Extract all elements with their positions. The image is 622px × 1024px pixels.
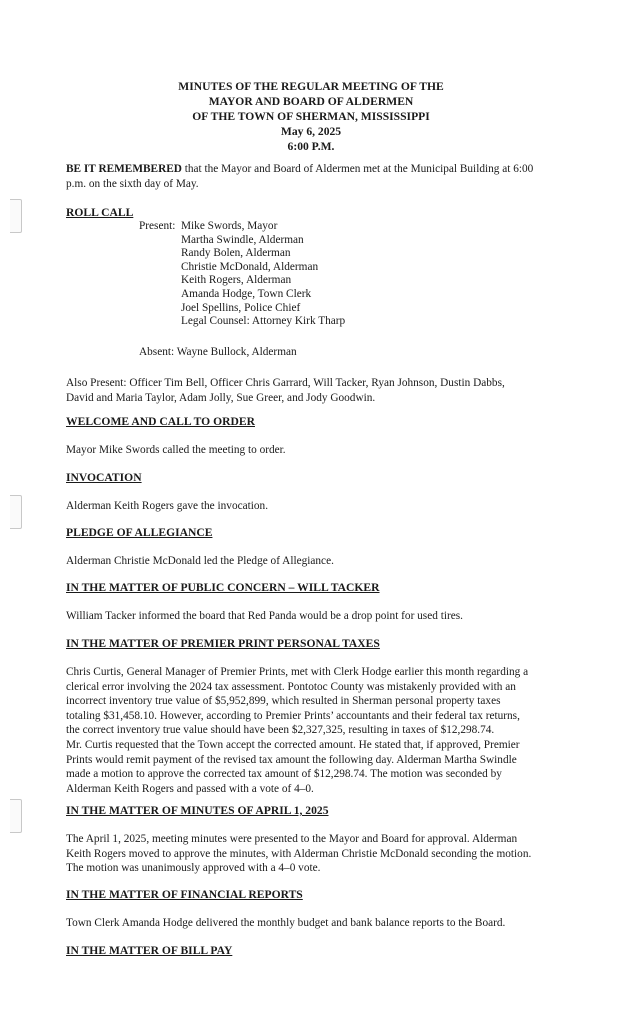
also-present-line: David and Maria Taylor, Adam Jolly, Sue Greer, and Jody Goodwin. xyxy=(66,391,376,404)
attendee: Martha Swindle, Alderman xyxy=(181,233,304,246)
binder-tab-marker xyxy=(10,495,22,529)
paragraph-line: made a motion to approve the corrected tax amount of $12,298.74. The motion was seconded by xyxy=(66,768,502,781)
paragraph-line: totaling $31,458.10. However, according to Premier Prints’ accountants and their federal tax returns, xyxy=(66,709,520,722)
invocation-text: Alderman Keith Rogers gave the invocation. xyxy=(66,500,269,512)
attendee: Keith Rogers, Alderman xyxy=(181,274,292,287)
roll-call-heading: ROLL CALL xyxy=(66,206,134,219)
paragraph-line: Alderman Keith Rogers and passed with a vote of 4–0. xyxy=(66,782,314,795)
paragraph-line: clerical error involving the 2024 tax assessment. Pontotoc County was mistakenly provided with an xyxy=(66,680,516,693)
bill-pay-heading: IN THE MATTER OF BILL PAY xyxy=(66,944,233,957)
intro-lead: BE IT REMEMBERED xyxy=(66,163,182,175)
paragraph-line: the correct inventory true value should have been $2,327,325, resulting in taxes of $12,298.74. xyxy=(66,724,495,737)
premier-print-paragraph xyxy=(66,665,578,796)
welcome-text: Mayor Mike Swords called the meeting to order. xyxy=(66,444,286,456)
attendee: Amanda Hodge, Town Clerk xyxy=(181,287,312,300)
premier-print-heading: IN THE MATTER OF PREMIER PRINT PERSONAL TAXES xyxy=(66,637,380,650)
meeting-date: May 6, 2025 xyxy=(280,125,342,138)
title-line: MAYOR AND BOARD OF ALDERMEN xyxy=(208,95,414,108)
paragraph-line: Mr. Curtis requested that the Town accept the corrected amount. He stated that, if approved, Premier xyxy=(66,738,520,751)
intro-text: p.m. on the sixth day of May. xyxy=(66,177,199,190)
paragraph-line: Chris Curtis, General Manager of Premier Prints, met with Clerk Hodge earlier this month regarding a xyxy=(66,666,529,678)
also-present-line: Also Present: Officer Tim Bell, Officer Chris Garrard, Will Tacker, Ryan Johnson, Dustin Dabbs, xyxy=(66,377,505,389)
present-label: Present: xyxy=(139,220,176,232)
paragraph-line: incorrect inventory true value of $5,952,899, which resulted in Sherman personal property taxes xyxy=(66,695,501,708)
pledge-text: Alderman Christie McDonald led the Pledge of Allegiance. xyxy=(66,555,334,567)
document-title xyxy=(0,79,622,154)
paragraph-line: Prints would remit payment of the revised tax amount the following day. Alderman Martha Swindle xyxy=(66,753,517,766)
pledge-heading: PLEDGE OF ALLEGIANCE xyxy=(66,526,213,539)
title-line: MINUTES OF THE REGULAR MEETING OF THE xyxy=(178,80,444,93)
binder-tab-marker xyxy=(10,799,22,833)
also-present-paragraph xyxy=(66,376,578,405)
financial-heading: IN THE MATTER OF FINANCIAL REPORTS xyxy=(66,888,303,901)
binder-tab-marker xyxy=(10,199,22,233)
intro-paragraph xyxy=(66,162,578,191)
financial-text: Town Clerk Amanda Hodge delivered the monthly budget and bank balance reports to the Board. xyxy=(66,917,506,929)
present-list xyxy=(181,220,345,329)
public-concern-heading: IN THE MATTER OF PUBLIC CONCERN – WILL TACKER xyxy=(66,581,380,594)
attendee: Mike Swords, Mayor xyxy=(181,220,278,232)
absent-line: Absent: Wayne Bullock, Alderman xyxy=(139,346,297,358)
intro-text: that the Mayor and Board of Aldermen met at the Municipal Building at 6:00 xyxy=(181,163,534,175)
attendee: Christie McDonald, Alderman xyxy=(181,260,319,273)
attendee: Legal Counsel: Attorney Kirk Tharp xyxy=(181,315,346,328)
title-line: OF THE TOWN OF SHERMAN, MISSISSIPPI xyxy=(192,110,430,123)
invocation-heading: INVOCATION xyxy=(66,471,142,484)
meeting-time: 6:00 P.M. xyxy=(287,140,335,153)
paragraph-line: Keith Rogers moved to approve the minutes, with Alderman Christie McDonald seconding the motion. xyxy=(66,847,532,860)
minutes-paragraph xyxy=(66,832,578,876)
attendee: Joel Spellins, Police Chief xyxy=(181,301,301,314)
attendee: Randy Bolen, Alderman xyxy=(181,247,291,260)
minutes-heading: IN THE MATTER OF MINUTES OF APRIL 1, 2025 xyxy=(66,804,329,817)
paragraph-line: The April 1, 2025, meeting minutes were presented to the Mayor and Board for approval. Alderman xyxy=(66,833,518,845)
paragraph-line: The motion was unanimously approved with a 4–0 vote. xyxy=(66,862,321,875)
public-concern-text: William Tacker informed the board that Red Panda would be a drop point for used tires. xyxy=(66,610,463,622)
welcome-heading: WELCOME AND CALL TO ORDER xyxy=(66,415,255,428)
